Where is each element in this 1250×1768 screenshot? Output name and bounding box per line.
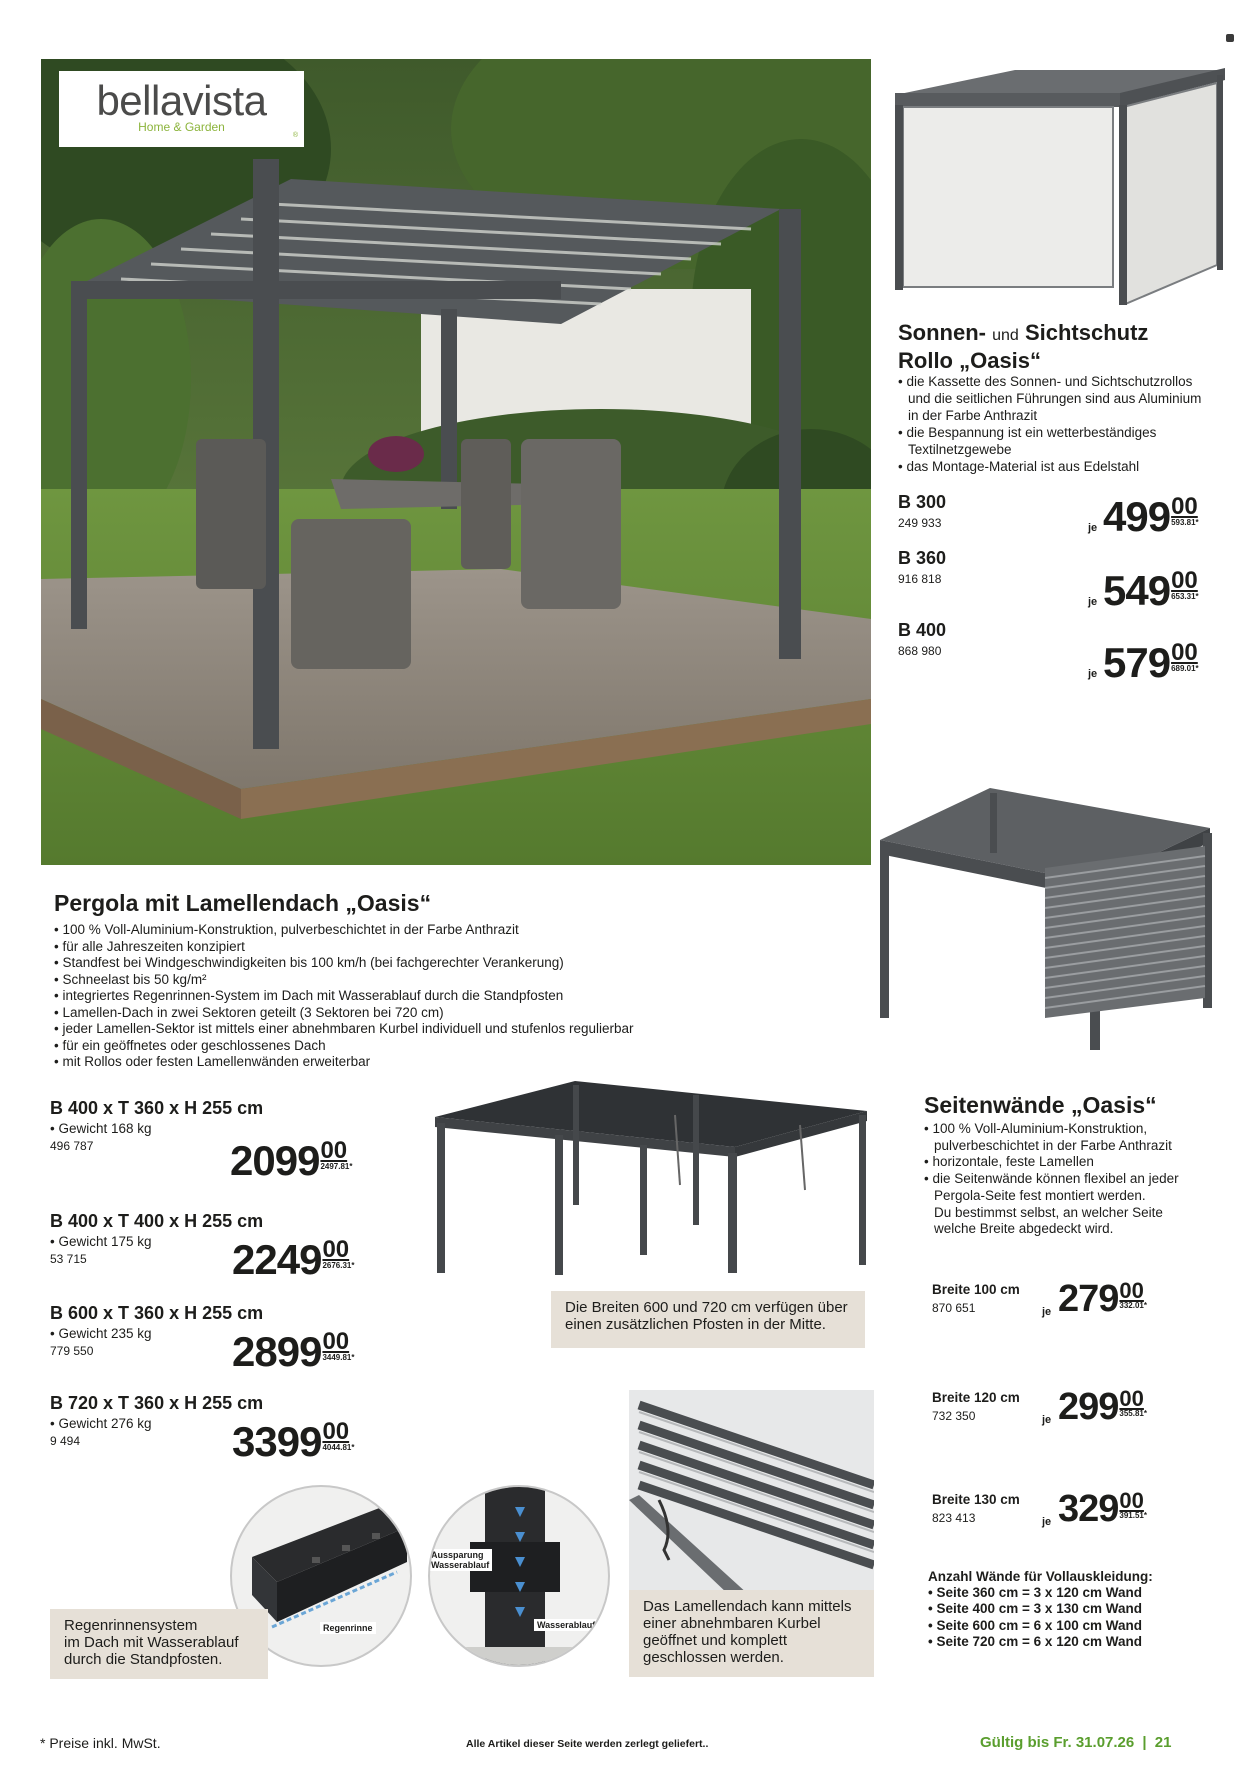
kurbel-caption-line4: geschlossen werden.	[643, 1649, 784, 1666]
price-old: 391.51*	[1119, 1511, 1147, 1520]
price-old: 355.81*	[1119, 1409, 1147, 1418]
rollo-price	[1103, 493, 1199, 540]
pergola-variant-4: B 720 x T 360 x H 255 cm • Gewicht 276 kg 9 494 3399 00 4044.81*	[50, 1393, 430, 1485]
rollo-bullet-cont: und die seitlichen Führungen sind aus Aluminium	[908, 391, 1202, 406]
seitenwand-product-image	[880, 788, 1215, 1050]
brand-logo	[59, 71, 304, 147]
pergola-bullet: • jeder Lamellen-Sektor ist mittels einer abnehmbaren Kurbel individuell und stufenlos regulierbar	[54, 1021, 634, 1038]
pergola-bullet: • für ein geöffnetes oder geschlossenes Dach	[54, 1038, 634, 1055]
price-main: 499	[1103, 493, 1171, 540]
regen-caption-line2: im Dach mit Wasserablauf	[64, 1634, 239, 1651]
brand-name: bellavista	[96, 77, 267, 124]
rollo-art-no: 249 933	[898, 516, 942, 530]
footer-page-number: 21	[1154, 1734, 1172, 1751]
price-cents: 00	[322, 1328, 350, 1355]
rollo-title-a: Sonnen-	[898, 320, 986, 345]
seitenwaende-bullet-cont: Pergola-Seite fest montiert werden.	[934, 1187, 1146, 1203]
price-cents: 00	[1171, 567, 1198, 594]
hero-photo	[41, 59, 871, 865]
pergola-price	[232, 1418, 355, 1465]
seitenwand-price	[1058, 1388, 1147, 1426]
regen-caption-line3: durch die Standpfosten.	[64, 1651, 223, 1668]
seitenwaende-bullets	[924, 1121, 1179, 1238]
price-cents: 00	[322, 1236, 350, 1263]
seitenwaende-bullet: • die Seitenwände können flexibel an jeder	[924, 1171, 1179, 1188]
price-main: 549	[1103, 567, 1171, 614]
lamellendach-kurbel-image	[629, 1390, 874, 1595]
seitenwand-size: Breite 120 cm	[932, 1390, 1020, 1405]
pergola-price	[232, 1328, 355, 1375]
rollo-title	[898, 320, 1228, 373]
label-regenrinne: Regenrinne	[320, 1622, 376, 1634]
price-main: 579	[1103, 639, 1171, 686]
footer-right: Gültig bis Fr. 31.07.26 | 21	[980, 1734, 1172, 1751]
pergola-weight: Gewicht 168 kg	[58, 1121, 152, 1136]
regen-caption-box	[50, 1609, 268, 1679]
wasserablauf-detail-image	[430, 1487, 610, 1667]
price-old: 3449.81*	[322, 1353, 355, 1362]
seitenwaende-bullet-cont: Du bestimmst selbst, an welcher Seite	[934, 1204, 1163, 1220]
brand-tagline: Home & Garden	[138, 120, 225, 134]
info-widths-line2: einen zusätzlichen Pfosten in der Mitte.	[565, 1316, 826, 1333]
seitenwand-size: Breite 100 cm	[932, 1282, 1020, 1297]
pergola-art-no: 9 494	[50, 1434, 81, 1448]
seitenwand-price	[1058, 1490, 1147, 1528]
label-aussparung-line1: Aussparung	[431, 1550, 484, 1560]
price-old: 2676.31*	[322, 1261, 355, 1270]
price-main: 2249	[232, 1236, 322, 1283]
price-main: 2899	[232, 1328, 322, 1375]
kurbel-caption-line1: Das Lamellendach kann mittels	[643, 1598, 852, 1615]
pergola-size: B 600 x T 360 x H 255 cm	[50, 1303, 264, 1323]
price-old: 4044.81*	[322, 1443, 355, 1452]
seitenwand-size: Breite 130 cm	[932, 1492, 1020, 1507]
price-cents: 00	[322, 1418, 350, 1445]
footer-center: Alle Artikel dieser Seite werden zerlegt geliefert..	[466, 1738, 709, 1750]
rollo-size: B 300	[898, 492, 947, 512]
rollo-size: B 400	[898, 620, 947, 640]
rollo-bullet: • die Kassette des Sonnen- und Sichtschutzrollos	[898, 373, 1201, 390]
rollo-price	[1103, 639, 1199, 686]
rollo-price	[1103, 567, 1199, 614]
price-cents: 00	[1119, 1278, 1144, 1303]
kurbel-caption-box	[629, 1590, 874, 1677]
pergola-size: B 720 x T 360 x H 255 cm	[50, 1393, 264, 1413]
seitenwaende-bullet: • 100 % Voll-Aluminium-Konstruktion,	[924, 1121, 1179, 1138]
price-cents: 00	[1171, 493, 1198, 520]
seitenwand-art-no: 732 350	[932, 1409, 976, 1423]
rollo-product-image	[895, 65, 1225, 305]
pergola-bullet: • Schneelast bis 50 kg/m²	[54, 972, 634, 989]
pergola-art-no: 779 550	[50, 1344, 94, 1358]
ablauf-detail-circle	[428, 1485, 610, 1667]
pergola-art-no: 496 787	[50, 1139, 94, 1153]
rollo-variant-1	[898, 492, 1228, 552]
kurbel-photo	[629, 1390, 874, 1595]
pergola-bullets	[54, 922, 634, 1071]
brand-reg-mark: ®	[292, 132, 298, 139]
seitenwand-price	[1058, 1280, 1147, 1318]
pergola-variant-2: B 400 x T 400 x H 255 cm • Gewicht 175 kg 53 715 2249 00 2676.31*	[50, 1211, 430, 1303]
walls-item: • Seite 720 cm = 6 x 120 cm Wand	[928, 1634, 1228, 1650]
seitenwand-art-no: 823 413	[932, 1511, 976, 1525]
rollo-bullet: • die Bespannung ist ein wetterbeständiges	[898, 424, 1201, 441]
pergola-bullet: • Lamellen-Dach in zwei Sektoren geteilt (3 Sektoren bei 720 cm)	[54, 1005, 634, 1022]
pergola-size: B 400 x T 360 x H 255 cm	[50, 1098, 264, 1118]
pergola-bullet: • Standfest bei Windgeschwindigkeiten bis 100 km/h (bei fachgerechter Verankerung)	[54, 955, 634, 972]
pergola-variant-1: B 400 x T 360 x H 255 cm • Gewicht 168 kg 496 787 2099 00 2497.81*	[50, 1098, 430, 1190]
seitenwand-variant-1	[932, 1278, 1232, 1342]
seitenwaende-bullet: • horizontale, feste Lamellen	[924, 1154, 1179, 1171]
seitenwaende-bullet-cont: pulverbeschichtet in der Farbe Anthrazit	[934, 1137, 1172, 1153]
info-widths-box	[551, 1291, 865, 1348]
pergola-variant-3: B 600 x T 360 x H 255 cm • Gewicht 235 kg 779 550 2899 00 3449.81*	[50, 1303, 430, 1395]
label-aussparung	[428, 1549, 492, 1571]
price-old: 593.81*	[1171, 518, 1199, 527]
price-old: 653.31*	[1171, 592, 1199, 601]
regen-caption-line1: Regenrinnensystem	[64, 1617, 198, 1634]
label-aussparung-line2: Wasserablauf	[431, 1560, 490, 1570]
rollo-je: je	[1088, 668, 1098, 680]
seitenwand-je: je	[1042, 1516, 1052, 1528]
price-old: 2497.81*	[320, 1162, 353, 1171]
rollo-photo	[895, 65, 1225, 305]
walls-item: • Seite 360 cm = 3 x 120 cm Wand	[928, 1585, 1228, 1601]
seitenwand-je: je	[1042, 1414, 1052, 1426]
price-old: 689.01*	[1171, 664, 1199, 673]
rollo-title-line2: Rollo „Oasis“	[898, 348, 1042, 373]
rollo-je: je	[1088, 522, 1098, 534]
kurbel-caption-line2: einer abnehmbaren Kurbel	[643, 1615, 821, 1632]
walls-item: • Seite 600 cm = 6 x 100 cm Wand	[928, 1618, 1228, 1634]
walls-needed	[928, 1568, 1228, 1651]
price-cents: 00	[320, 1137, 348, 1164]
seitenwand-je: je	[1042, 1306, 1052, 1318]
seitenwaende-bullet-cont: welche Breite abgedeckt wird.	[934, 1221, 1114, 1237]
rollo-title-b: Sichtschutz	[1024, 320, 1149, 345]
footer-valid-until: Gültig bis Fr. 31.07.26	[980, 1734, 1135, 1751]
price-cents: 00	[1171, 639, 1198, 666]
price-main: 2099	[230, 1137, 320, 1184]
rollo-title-und: und	[992, 327, 1019, 344]
price-main: 329	[1058, 1488, 1119, 1530]
seitenwand-variant-2	[932, 1386, 1232, 1450]
rollo-bullets	[898, 373, 1201, 475]
price-cents: 00	[1119, 1488, 1144, 1513]
price-cents: 00	[1119, 1386, 1144, 1411]
rollo-je: je	[1088, 596, 1098, 608]
pergola-price	[230, 1137, 353, 1184]
seitenwand-photo	[880, 788, 1215, 1050]
price-old: 332.01*	[1119, 1301, 1147, 1310]
rollo-bullet-cont: in der Farbe Anthrazit	[908, 408, 1038, 423]
rollo-art-no: 868 980	[898, 644, 942, 658]
pergola-garden-photo	[41, 59, 871, 865]
pergola-price	[232, 1236, 355, 1283]
price-main: 299	[1058, 1386, 1119, 1428]
wide-pergola-photo	[435, 1075, 867, 1275]
corner-mark-icon	[1226, 34, 1234, 42]
seitenwaende-title: Seitenwände „Oasis“	[924, 1092, 1157, 1118]
seitenwand-variant-3	[932, 1488, 1232, 1552]
pergola-bullet: • mit Rollos oder festen Lamellenwänden erweiterbar	[54, 1054, 634, 1071]
rollo-size: B 360	[898, 548, 947, 568]
wide-pergola-product-image	[435, 1075, 867, 1275]
pergola-title: Pergola mit Lamellendach „Oasis“	[54, 890, 432, 916]
rollo-variant-3	[898, 620, 1228, 686]
pergola-bullet: • 100 % Voll-Aluminium-Konstruktion, pulverbeschichtet in der Farbe Anthrazit	[54, 922, 634, 939]
label-wasserablauf: Wasserablauf	[534, 1619, 598, 1631]
pergola-bullet: • für alle Jahreszeiten konzipiert	[54, 939, 634, 956]
pergola-size: B 400 x T 400 x H 255 cm	[50, 1211, 264, 1231]
seitenwand-art-no: 870 651	[932, 1301, 976, 1315]
rollo-art-no: 916 818	[898, 572, 942, 586]
pergola-bullet: • integriertes Regenrinnen-System im Dach mit Wasserablauf durch die Standpfosten	[54, 988, 634, 1005]
walls-item: • Seite 400 cm = 3 x 130 cm Wand	[928, 1601, 1228, 1617]
pergola-art-no: 53 715	[50, 1252, 87, 1266]
walls-title: Anzahl Wände für Vollauskleidung:	[928, 1569, 1153, 1584]
rollo-variant-2	[898, 548, 1228, 614]
pergola-weight: Gewicht 235 kg	[58, 1326, 152, 1341]
kurbel-caption-line3: geöffnet und komplett	[643, 1632, 787, 1649]
footer-left: * Preise inkl. MwSt.	[40, 1735, 161, 1751]
pergola-weight: Gewicht 175 kg	[58, 1234, 152, 1249]
rollo-bullet-cont: Textilnetzgewebe	[908, 442, 1012, 457]
pergola-weight: Gewicht 276 kg	[58, 1416, 152, 1431]
price-main: 279	[1058, 1278, 1119, 1320]
rollo-bullet: • das Montage-Material ist aus Edelstahl	[898, 458, 1201, 475]
info-widths-line1: Die Breiten 600 und 720 cm verfügen über	[565, 1299, 848, 1316]
price-main: 3399	[232, 1418, 322, 1465]
